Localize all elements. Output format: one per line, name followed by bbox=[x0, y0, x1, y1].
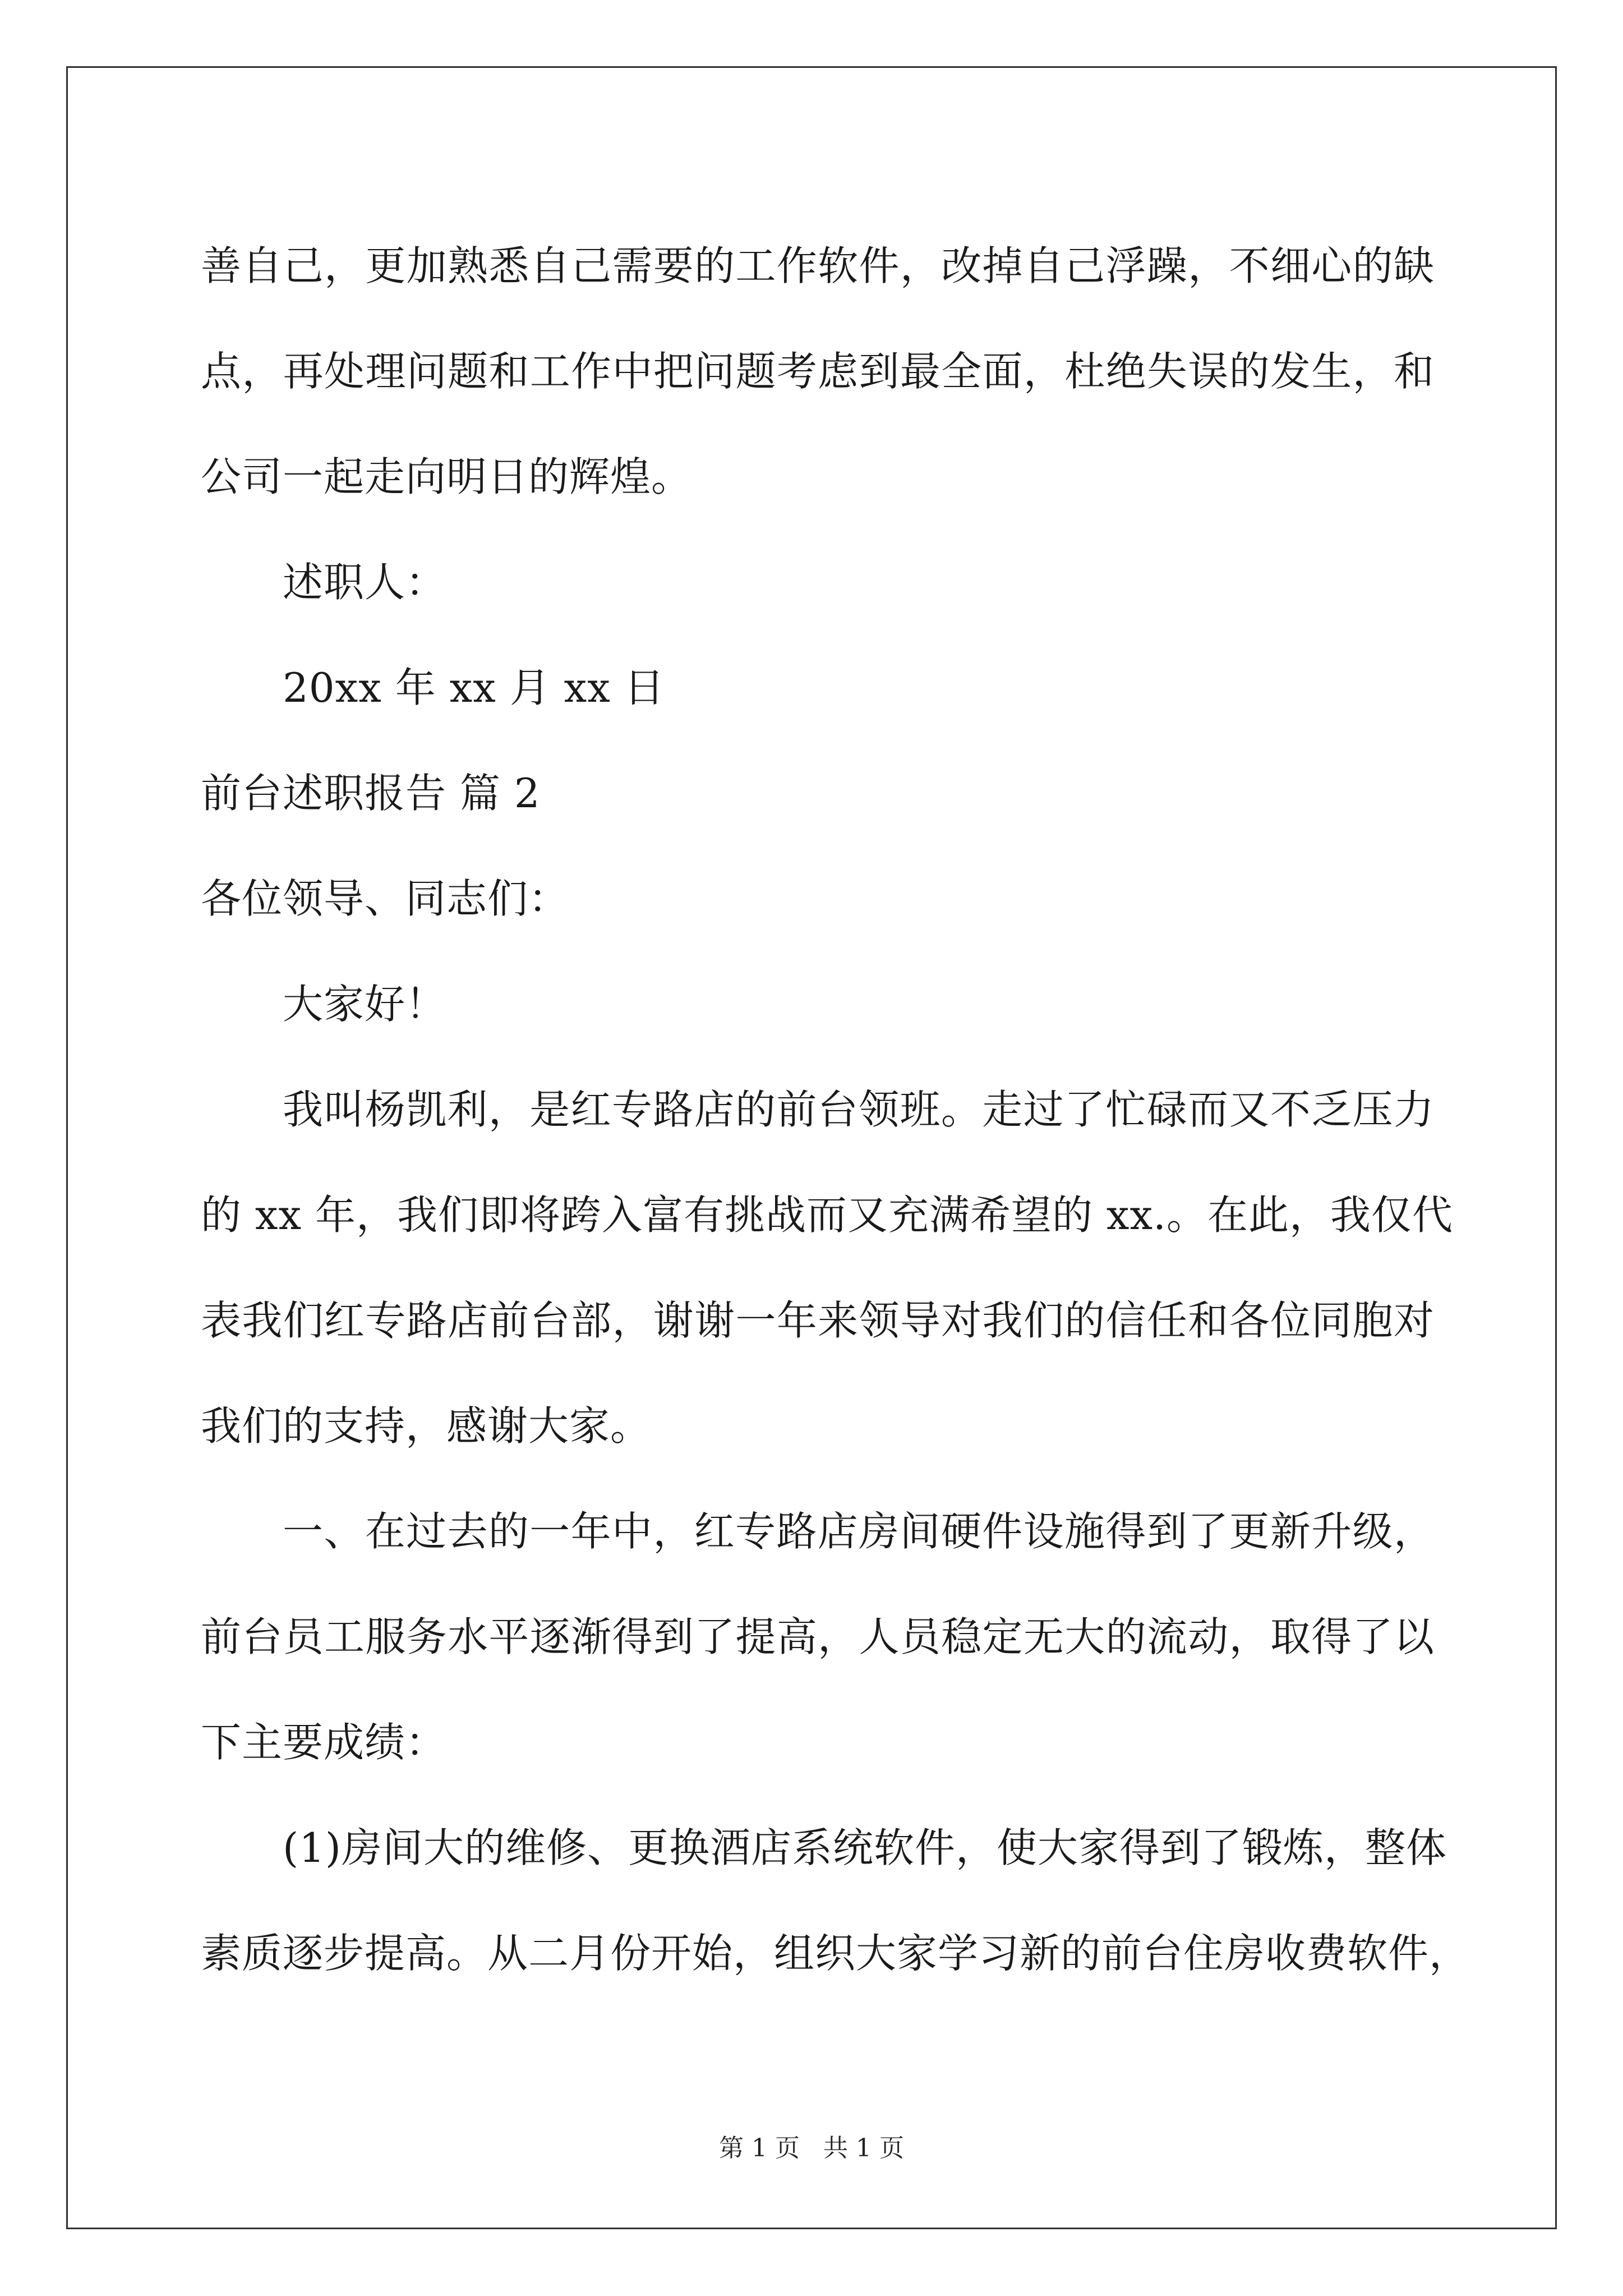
text-line: 我们的支持，感谢大家。 bbox=[201, 1402, 652, 1450]
salutation: 各位领导、同志们： bbox=[201, 875, 570, 922]
text-line: 前台员工服务水平逐渐得到了提高，人员稳定无大的流动，取得了以 bbox=[201, 1613, 1435, 1660]
date-line: 20xx 年 xx 月 xx 日 bbox=[283, 664, 665, 711]
text-line: 的 xx 年，我们即将跨入富有挑战而又充满希望的 xx.。在此，我仅代 bbox=[201, 1191, 1453, 1239]
text-line: 公司一起走向明日的辉煌。 bbox=[201, 453, 693, 500]
text-line: 下主要成绩： bbox=[201, 1719, 447, 1766]
text-line: 善自己，更加熟悉自己需要的工作软件，改掉自己浮躁，不细心的缺 bbox=[201, 242, 1435, 289]
text-line: 一、在过去的一年中，红专路店房间硬件设施得到了更新升级， bbox=[283, 1508, 1435, 1555]
section-heading: 前台述职报告 篇 2 bbox=[201, 770, 541, 817]
text-line: 表我们红专路店前台部，谢谢一年来领导对我们的信任和各位同胞对 bbox=[201, 1297, 1435, 1344]
document-body bbox=[201, 213, 1470, 2006]
text-line: (1)房间大的维修、更换酒店系统软件，使大家得到了锻炼，整体 bbox=[283, 1824, 1447, 1871]
text-line: 点，再处理问题和工作中把问题考虑到最全面，杜绝失误的发生，和 bbox=[201, 348, 1435, 395]
text-line: 素质逐步提高。从二月份开始，组织大家学习新的前台住房收费软件， bbox=[201, 1930, 1470, 1977]
page-footer: 第 1 页 共 1 页 bbox=[719, 2134, 904, 2162]
text-line: 我叫杨凯利，是红专路店的前台领班。走过了忙碌而又不乏压力 bbox=[283, 1086, 1435, 1133]
signature-label: 述职人： bbox=[283, 559, 447, 606]
greeting: 大家好！ bbox=[283, 981, 447, 1028]
